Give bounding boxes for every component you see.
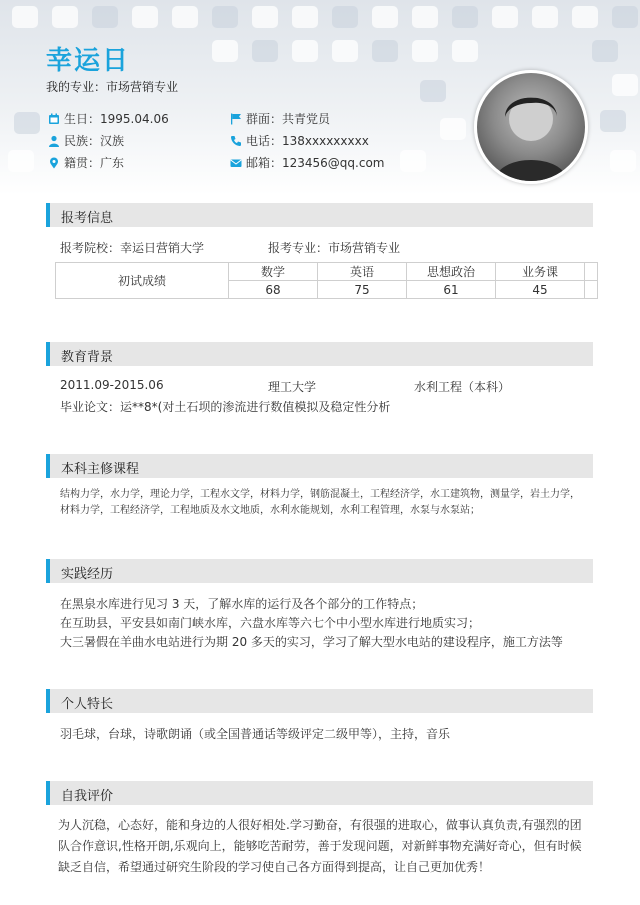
section-title-education: 教育背景 xyxy=(61,350,114,365)
score-table xyxy=(55,262,598,299)
location-pin-icon xyxy=(46,157,62,169)
section-title-practice: 实践经历 xyxy=(61,567,114,582)
empty-cell xyxy=(585,281,598,299)
self-eval-text: 为人沉稳，心态好，能和身边的人很好相处.学习勤奋，有很强的进取心，做事认真负责,有强烈的团队合作意识,性格开朗,乐观向上，能够吃苦耐劳，善于发现问题，对新鲜事物充满好奇心，但有时候缺乏自信，希望通过研究生阶段的学习使自己各方面得到提高，让自己更加优秀！ xyxy=(58,818,582,874)
empty-cell xyxy=(585,263,598,281)
flag-icon xyxy=(228,113,244,125)
education-school: 理工大学 xyxy=(268,380,317,394)
exam-school: 报考院校：幸运日营销大学 xyxy=(60,241,205,255)
calendar-icon xyxy=(46,113,62,125)
birthday-info xyxy=(46,110,169,127)
section-header-exam xyxy=(46,203,593,227)
section-title-self-eval: 自我评价 xyxy=(61,789,114,804)
ethnicity-text: 民族：汉族 xyxy=(64,134,125,148)
ethnicity-info xyxy=(46,132,124,149)
section-header-courses xyxy=(46,454,593,478)
education-major: 水利工程（本科） xyxy=(414,380,511,394)
subject-cell: 数学 xyxy=(229,263,318,281)
practice-line: 在互助县，平安县如南门峡水库，六盘水库等六七个中小型水库进行地质实习； xyxy=(60,616,481,630)
candidate-major: 我的专业：市场营销专业 xyxy=(46,80,179,94)
hometown-info xyxy=(46,154,124,171)
section-title-courses: 本科主修课程 xyxy=(61,462,140,477)
score-cell: 75 xyxy=(318,281,407,299)
party-text: 群面：共青党员 xyxy=(246,112,331,126)
email-text: 邮箱：123456@qq.com xyxy=(246,156,385,170)
hometown-text: 籍贯：广东 xyxy=(64,156,125,170)
section-title-skills: 个人特长 xyxy=(61,697,114,712)
practice-line: 大三暑假在羊曲水电站进行为期 20 多天的实习，学习了解大型水电站的建设程序，施工方法等 xyxy=(60,635,563,649)
score-cell: 68 xyxy=(229,281,318,299)
exam-major: 报考专业：市场营销专业 xyxy=(268,241,401,255)
courses-text: 结构力学，水力学，理论力学，工程水文学，材料力学，钢筋混凝土，工程经济学，水工建筑物，测量学，岩土力学，材料力学，工程经济学，工程地质及水文地质，水利水能规划，水利工程管理，水泵与水泵站； xyxy=(60,489,580,516)
birthday-text: 生日：1995.04.06 xyxy=(64,112,169,126)
subject-cell: 业务课 xyxy=(496,263,585,281)
section-title-exam: 报考信息 xyxy=(61,211,114,226)
practice-line: 在黑泉水库进行见习 3 天，了解水库的运行及各个部分的工作特点； xyxy=(60,597,424,611)
party-info xyxy=(228,110,330,127)
section-header-practice xyxy=(46,559,593,583)
subject-cell: 思想政治 xyxy=(407,263,496,281)
section-header-skills xyxy=(46,689,593,713)
subject-cell: 英语 xyxy=(318,263,407,281)
skills-text: 羽毛球，台球，诗歌朗诵（或全国普通话等级评定二级甲等），主持，音乐 xyxy=(60,727,451,741)
email-info xyxy=(228,154,385,171)
education-period: 2011.09-2015.06 xyxy=(60,378,164,392)
person-icon xyxy=(46,135,62,147)
phone-icon xyxy=(228,135,244,147)
education-thesis: 毕业论文：运**8*(对土石坝的渗流进行数值模拟及稳定性分析 xyxy=(60,400,391,414)
score-cell: 61 xyxy=(407,281,496,299)
score-cell: 45 xyxy=(496,281,585,299)
phone-text: 电话：138xxxxxxxxx xyxy=(246,134,369,148)
mail-icon xyxy=(228,157,244,169)
section-header-education xyxy=(46,342,593,366)
section-header-self-eval xyxy=(46,781,593,805)
candidate-name: 幸运日 xyxy=(46,46,131,76)
score-label: 初试成绩 xyxy=(56,263,229,299)
profile-photo xyxy=(474,70,588,184)
phone-info xyxy=(228,132,369,149)
